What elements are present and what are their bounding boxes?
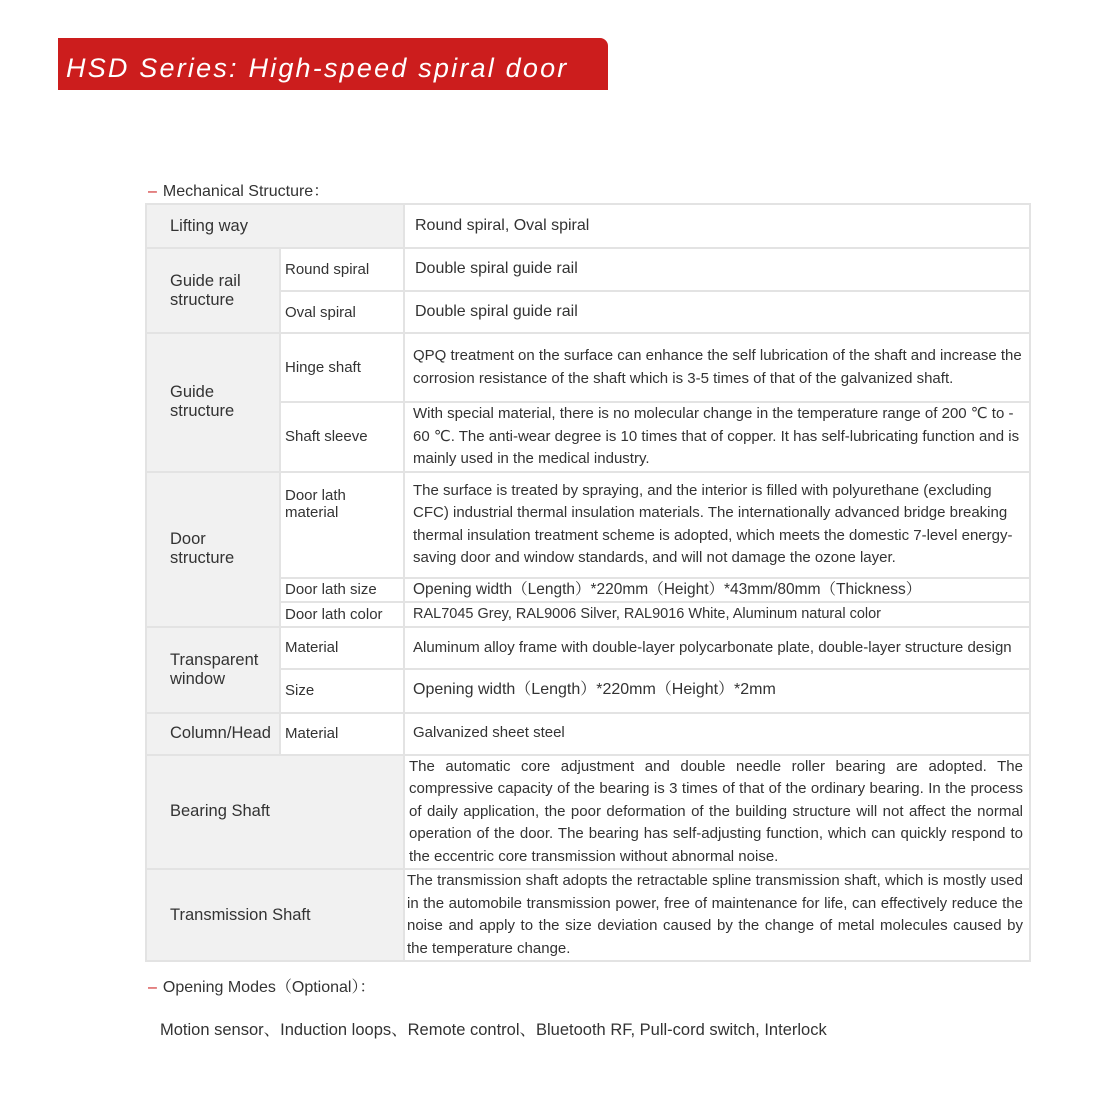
transmission-shaft-value: The transmission shaft adopts the retractable spline transmission shaft, which is mostly used in the automobile transmission power, free of maintenance for life, can effectively reduce the noise and apply to the size deviation caused by the change of metal molecules caused by the temperature change. — [404, 869, 1030, 961]
mechanical-structure-heading: – Mechanical Structure： — [148, 183, 330, 200]
table-row — [146, 755, 1030, 870]
hinge-shaft-value: QPQ treatment on the surface can enhance the self lubrication of the shaft and increase the corrosion resistance of the shaft which is 3-5 times of that of the galvanized shaft. — [404, 333, 1030, 402]
shaft-sleeve-label: Shaft sleeve — [280, 402, 404, 472]
door-lath-size-label: Door lath size — [280, 578, 404, 603]
transmission-shaft-label: Transmission Shaft — [146, 869, 404, 961]
table-row — [146, 713, 1030, 755]
window-size-label: Size — [280, 669, 404, 713]
table-row — [146, 204, 1030, 248]
transparent-window-label: Transparent window — [146, 627, 280, 713]
guide-rail-oval-label: Oval spiral — [280, 291, 404, 333]
page-title: HSD Series: High-speed spiral door — [66, 53, 569, 83]
guide-structure-label: Guide structure — [146, 333, 280, 472]
table-row — [146, 333, 1030, 402]
guide-rail-round-label: Round spiral — [280, 248, 404, 291]
table-row — [146, 248, 1030, 291]
table-row — [146, 869, 1030, 961]
window-material-label: Material — [280, 627, 404, 669]
door-lath-size-value: Opening width（Length）*220mm（Height）*43mm/80mm（Thickness） — [404, 578, 1030, 603]
guide-rail-label: Guide rail structure — [146, 248, 280, 333]
bearing-shaft-value: The automatic core adjustment and double needle roller bearing are adopted. The compressive capacity of the bearing is 3 times of that of the ordinary bearing. In the process of daily application, the poor deformation of the building structure will not affect the normal operation of the door. The bearing has self-adjusting function, which can quickly respond to the eccentric core transmission without abnormal noise. — [404, 755, 1030, 870]
dash-marker: – — [148, 183, 157, 200]
column-head-material-label: Material — [280, 713, 404, 755]
table-row — [146, 472, 1030, 578]
column-head-label: Column/Head — [146, 713, 280, 755]
guide-rail-oval-value: Double spiral guide rail — [404, 291, 1030, 333]
lifting-way-value: Round spiral, Oval spiral — [404, 204, 1030, 248]
door-structure-label: Door structure — [146, 472, 280, 627]
guide-rail-round-value: Double spiral guide rail — [404, 248, 1030, 291]
shaft-sleeve-value: With special material, there is no molecular change in the temperature range of 200 ℃ to - 60 ℃. The anti-wear degree is 10 times that of copper. It has self-lubricating function and is mainly used in the medical industry. — [404, 402, 1030, 472]
column-head-value: Galvanized sheet steel — [404, 713, 1030, 755]
window-material-value: Aluminum alloy frame with double-layer polycarbonate plate, double-layer structure design — [404, 627, 1030, 669]
lifting-way-label: Lifting way — [146, 204, 404, 248]
door-lath-color-label: Door lath color — [280, 602, 404, 627]
opening-modes-heading: – Opening Modes（Optional）： — [148, 979, 376, 996]
spec-table — [145, 203, 1031, 962]
table-row — [146, 627, 1030, 669]
door-lath-material-label: Door lath material — [280, 472, 404, 578]
window-size-value: Opening width（Length）*220mm（Height）*2mm — [404, 669, 1030, 713]
hinge-shaft-label: Hinge shaft — [280, 333, 404, 402]
title-banner — [58, 38, 608, 90]
dash-marker: – — [148, 979, 157, 996]
door-lath-material-value: The surface is treated by spraying, and the interior is filled with polyurethane (excluding CFC) industrial thermal insulation materials. The internationally advanced bridge breaking thermal insulation treatment scheme is adopted, which meets the domestic 7-level energy-saving door and window standards, and will not damage the ozone layer. — [404, 472, 1030, 578]
opening-modes-list: Motion sensor、Induction loops、Remote control、Bluetooth RF, Pull-cord switch, Interlock — [160, 1021, 827, 1039]
bearing-shaft-label: Bearing Shaft — [146, 755, 404, 870]
door-lath-color-value: RAL7045 Grey, RAL9006 Silver, RAL9016 White, Aluminum natural color — [404, 602, 1030, 627]
